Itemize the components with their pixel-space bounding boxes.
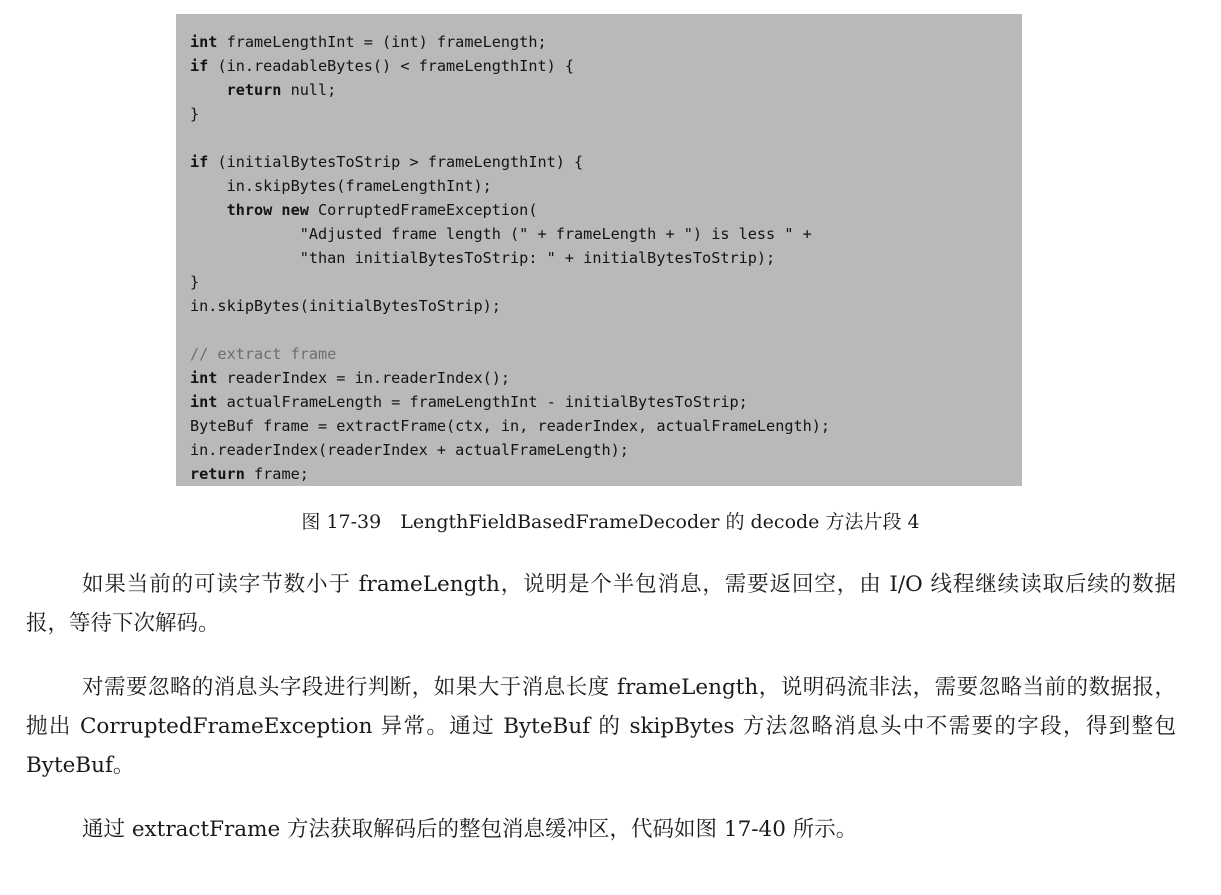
code-keyword: return xyxy=(190,465,245,483)
code-text: (initialBytesToStrip > frameLengthInt) { xyxy=(208,153,584,171)
code-keyword: throw new xyxy=(190,201,309,219)
code-line xyxy=(190,390,1022,414)
code-text: } xyxy=(190,105,200,123)
code-text: frame; xyxy=(244,465,309,483)
code-line xyxy=(190,462,1022,486)
code-keyword: int xyxy=(190,369,218,387)
code-line xyxy=(190,198,1022,222)
code-text: in.skipBytes(frameLengthInt); xyxy=(190,177,492,195)
code-line xyxy=(190,270,1022,294)
code-line-blank xyxy=(190,126,1022,150)
code-keyword: return xyxy=(190,81,282,99)
code-line xyxy=(190,78,1022,102)
body-paragraph: 通过 extractFrame 方法获取解码后的整包消息缓冲区，代码如图 17-40 所示。 xyxy=(82,817,858,842)
code-line xyxy=(190,150,1022,174)
body-paragraph: 如果当前的可读字节数小于 frameLength，说明是个半包消息，需要返回空，由 I/O 线程继续读取后续的数据报，等待下次解码。 xyxy=(26,572,1176,636)
code-line xyxy=(190,102,1022,126)
code-line xyxy=(190,174,1022,198)
code-line xyxy=(190,54,1022,78)
code-text: in.readerIndex(readerIndex + actualFrameLength); xyxy=(190,441,629,459)
code-line xyxy=(190,438,1022,462)
code-figure xyxy=(176,14,1022,486)
code-text: CorruptedFrameException( xyxy=(308,201,538,219)
code-text: (in.readableBytes() < frameLengthInt) { xyxy=(208,57,575,75)
code-line xyxy=(190,246,1022,270)
code-text: "Adjusted frame length (" + frameLength + ") is less " + xyxy=(190,225,812,243)
code-text: in.skipBytes(initialBytesToStrip); xyxy=(190,297,501,315)
code-line-blank xyxy=(190,318,1022,342)
code-line xyxy=(190,414,1022,438)
code-keyword: int xyxy=(190,393,218,411)
code-line xyxy=(190,294,1022,318)
code-text: frameLengthInt = (int) frameLength; xyxy=(217,33,547,51)
code-text: null; xyxy=(281,81,337,99)
figure-caption: 图 17-39 LengthFieldBasedFrameDecoder 的 decode 方法片段 4 xyxy=(301,511,920,533)
code-text: ByteBuf frame = extractFrame(ctx, in, readerIndex, actualFrameLength); xyxy=(190,417,831,435)
code-keyword: int xyxy=(190,33,218,51)
code-keyword: if xyxy=(190,153,209,171)
body-paragraph: 对需要忽略的消息头字段进行判断，如果大于消息长度 frameLength，说明码流非法，需要忽略当前的数据报，抛出 CorruptedFrameException 异常。通过 ByteBuf 的 skipBytes 方法忽略消息头中不需要的字段，得到整包 ByteBuf。 xyxy=(26,675,1176,778)
code-text: readerIndex = in.readerIndex(); xyxy=(217,369,511,387)
code-comment xyxy=(190,342,1022,366)
code-text: actualFrameLength = frameLengthInt - initialBytesToStrip; xyxy=(217,393,748,411)
code-text: // extract frame xyxy=(190,345,337,363)
code-line xyxy=(190,30,1022,54)
code-keyword: if xyxy=(190,57,209,75)
code-text: } xyxy=(190,273,200,291)
code-line xyxy=(190,222,1022,246)
code-text: "than initialBytesToStrip: " + initialBytesToStrip); xyxy=(190,249,776,267)
code-line xyxy=(190,366,1022,390)
